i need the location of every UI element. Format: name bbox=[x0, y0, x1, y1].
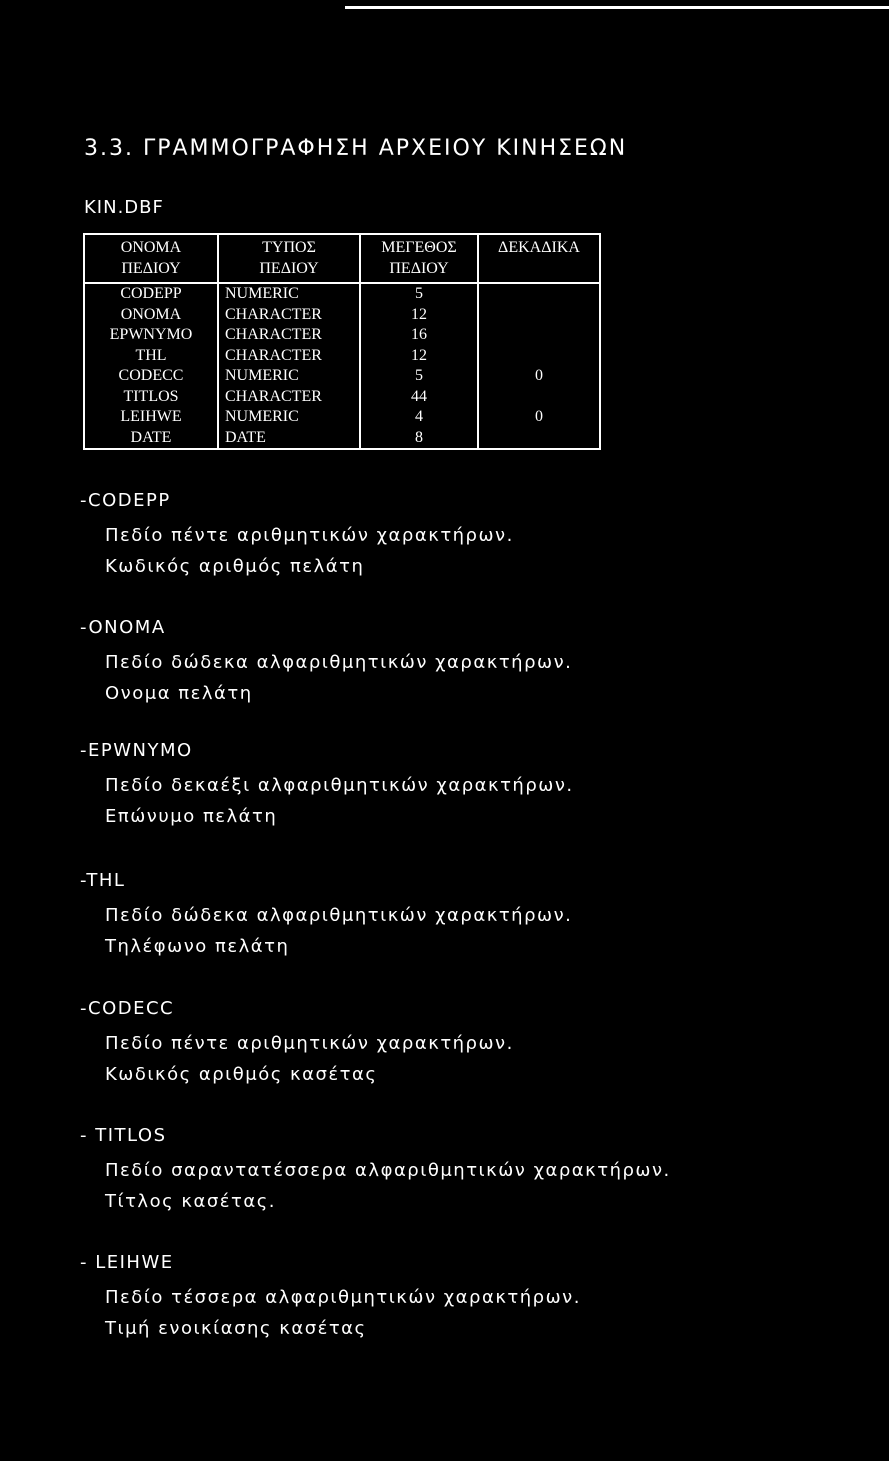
table-row bbox=[84, 407, 600, 428]
file-name: KIN.DBF bbox=[84, 197, 164, 218]
field-type-cell: CHARACTER bbox=[218, 346, 360, 367]
field-size-cell: 44 bbox=[360, 387, 478, 408]
field-size-cell: 4 bbox=[360, 407, 478, 428]
decimals-cell: 0 bbox=[478, 407, 600, 428]
field-description-line: Πεδίο δώδεκα αλφαριθμητικών χαρακτήρων. bbox=[105, 905, 573, 926]
field-description-line: Τιμή ενοικίασης κασέτας bbox=[105, 1318, 367, 1339]
field-name-cell: THL bbox=[84, 346, 218, 367]
field-description bbox=[80, 490, 514, 587]
field-type-cell: NUMERIC bbox=[218, 407, 360, 428]
table-row bbox=[84, 366, 600, 387]
field-description-line: Κωδικός αριθμός κασέτας bbox=[105, 1064, 378, 1085]
field-size-cell: 16 bbox=[360, 325, 478, 346]
header-line: ΠΕΔΙΟΥ bbox=[259, 259, 319, 277]
decimals-cell: 0 bbox=[478, 366, 600, 387]
header-line: ΟΝΟΜΑ bbox=[120, 239, 182, 256]
table-row bbox=[84, 325, 600, 346]
field-name-cell: CODECC bbox=[84, 366, 218, 387]
field-description bbox=[80, 740, 574, 837]
header-decimals bbox=[478, 234, 600, 283]
table-row bbox=[84, 428, 600, 450]
field-type-cell: NUMERIC bbox=[218, 283, 360, 305]
field-size-cell: 5 bbox=[360, 283, 478, 305]
top-rule bbox=[345, 6, 889, 9]
field-description-name: -THL bbox=[80, 870, 126, 891]
field-description-name: -CODEPP bbox=[80, 490, 171, 511]
field-description-line: Πεδίο τέσσερα αλφαριθμητικών χαρακτήρων. bbox=[105, 1287, 581, 1308]
table-row bbox=[84, 305, 600, 326]
section-heading: 3.3. ΓΡΑΜΜΟΓΡΑΦΗΣΗ ΑΡΧΕΙΟΥ ΚΙΝΗΣΕΩΝ bbox=[84, 136, 628, 161]
field-type-cell: CHARACTER bbox=[218, 325, 360, 346]
header-line: ΠΕΔΙΟΥ bbox=[389, 259, 449, 277]
field-description-line: Πεδίο δώδεκα αλφαριθμητικών χαρακτήρων. bbox=[105, 652, 573, 673]
field-description bbox=[80, 1252, 581, 1349]
field-description bbox=[80, 1125, 671, 1222]
decimals-cell bbox=[478, 325, 600, 346]
header-field-name bbox=[84, 234, 218, 283]
field-description-line: Πεδίο πέντε αριθμητικών χαρακτήρων. bbox=[105, 1033, 514, 1054]
field-description-line: Κωδικός αριθμός πελάτη bbox=[105, 556, 365, 577]
field-name-cell: TITLOS bbox=[84, 387, 218, 408]
field-size-cell: 8 bbox=[360, 428, 478, 450]
field-description-name: -ONOMA bbox=[80, 617, 166, 638]
field-description-name: -CODECC bbox=[80, 998, 175, 1019]
field-name-cell: DATE bbox=[84, 428, 218, 450]
field-description-line: Ονομα πελάτη bbox=[105, 683, 253, 704]
header-line: ΤΥΠΟΣ bbox=[262, 239, 316, 256]
field-description bbox=[80, 870, 572, 967]
header-line: ΔΕΚΑΔΙΚΑ bbox=[498, 239, 580, 256]
field-description-line: Πεδίο δεκαέξι αλφαριθμητικών χαρακτήρων. bbox=[105, 775, 574, 796]
header-line: ΠΕΔΙΟΥ bbox=[121, 259, 181, 277]
field-size-cell: 5 bbox=[360, 366, 478, 387]
decimals-cell bbox=[478, 387, 600, 408]
field-type-cell: NUMERIC bbox=[218, 366, 360, 387]
decimals-cell bbox=[478, 283, 600, 305]
header-field-type bbox=[218, 234, 360, 283]
field-type-cell: CHARACTER bbox=[218, 305, 360, 326]
field-size-cell: 12 bbox=[360, 305, 478, 326]
field-description bbox=[80, 617, 572, 714]
field-description-line: Τίτλος κασέτας. bbox=[105, 1191, 276, 1212]
decimals-cell bbox=[478, 305, 600, 326]
header-line: ΜΕΓΕΘΟΣ bbox=[381, 239, 457, 256]
field-description bbox=[80, 998, 514, 1095]
field-description-line: Πεδίο σαραντατέσσερα αλφαριθμητικών χαρακτήρων. bbox=[105, 1160, 671, 1181]
field-name-cell: ONOMA bbox=[84, 305, 218, 326]
field-structure-table bbox=[83, 233, 601, 450]
field-description-name: -EPWNYMO bbox=[80, 740, 193, 761]
field-description-line: Επώνυμο πελάτη bbox=[105, 806, 278, 827]
decimals-cell bbox=[478, 428, 600, 450]
field-name-cell: LEIHWE bbox=[84, 407, 218, 428]
header-field-size bbox=[360, 234, 478, 283]
field-type-cell: DATE bbox=[218, 428, 360, 450]
field-description-line: Τηλέφωνο πελάτη bbox=[105, 936, 290, 957]
field-description-name: - LEIHWE bbox=[80, 1252, 174, 1273]
field-description-line: Πεδίο πέντε αριθμητικών χαρακτήρων. bbox=[105, 525, 514, 546]
field-size-cell: 12 bbox=[360, 346, 478, 367]
field-name-cell: CODEPP bbox=[84, 283, 218, 305]
field-description-name: - TITLOS bbox=[80, 1125, 167, 1146]
table-row bbox=[84, 283, 600, 305]
field-type-cell: CHARACTER bbox=[218, 387, 360, 408]
table-row bbox=[84, 346, 600, 367]
decimals-cell bbox=[478, 346, 600, 367]
table-header-row bbox=[84, 234, 600, 283]
table-row bbox=[84, 387, 600, 408]
field-name-cell: EPWNYMO bbox=[84, 325, 218, 346]
